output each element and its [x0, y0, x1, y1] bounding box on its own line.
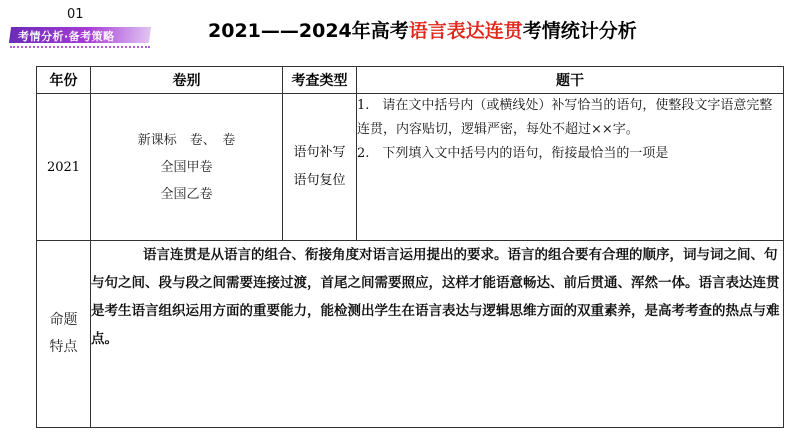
section-number: 01: [67, 7, 84, 22]
year-cell: 2021: [37, 94, 91, 241]
feature-row: [37, 241, 784, 428]
type-item: 语句补写: [293, 145, 346, 160]
title-prefix: 2021——2024年高考: [208, 20, 409, 42]
feature-label-line: 命题: [49, 312, 78, 328]
header-year: 年份: [37, 67, 91, 94]
badge-underline: [10, 46, 150, 48]
header-type: 考查类型: [283, 67, 357, 94]
table-header-row: [37, 67, 784, 94]
feature-text: 语言连贯是从语言的组合、衔接角度对语言运用提出的要求。语言的组合要有合理的顺序，词与词之间、句与句之间、段与段之间需要连接过渡，首尾之间需要照应，这样才能语意畅达、前后贯通、浑然一体。语言表达连贯是考生语言组织运用方面的重要能力，能检测出学生在语言表达与逻辑思维方面的双重素养，是高考考查的热点与难点。: [91, 247, 780, 347]
header-stem: 题干: [357, 67, 784, 94]
page-title: [208, 16, 637, 43]
feature-label-line: 特点: [49, 339, 78, 355]
type-cell: [283, 94, 357, 241]
section-badge: 考情分析·备考策略: [18, 30, 115, 43]
table-row: [37, 94, 784, 241]
title-highlight: 语言表达连贯: [408, 20, 523, 42]
stats-table: [36, 66, 784, 428]
stem-cell: [357, 94, 784, 241]
paper-cell: [91, 94, 283, 241]
paper-item: 全国乙卷: [160, 186, 213, 202]
title-suffix: 考情统计分析: [522, 20, 637, 42]
stem-item: 1. 请在文中括号内（或横线处）补写恰当的语句，使整段文字语意完整连贯，内容贴切，逻辑严密，每处不超过××字。: [357, 98, 773, 137]
header-paper: 卷别: [91, 67, 283, 94]
paper-item: 新课标 卷、 卷: [137, 132, 236, 148]
feature-text-cell: [91, 241, 784, 428]
stem-item: 2. 下列填入文中括号内的语句，衔接最恰当的一项是: [357, 146, 669, 161]
type-item: 语句复位: [293, 173, 346, 188]
feature-label: [37, 241, 91, 428]
paper-item: 全国甲卷: [160, 159, 213, 175]
